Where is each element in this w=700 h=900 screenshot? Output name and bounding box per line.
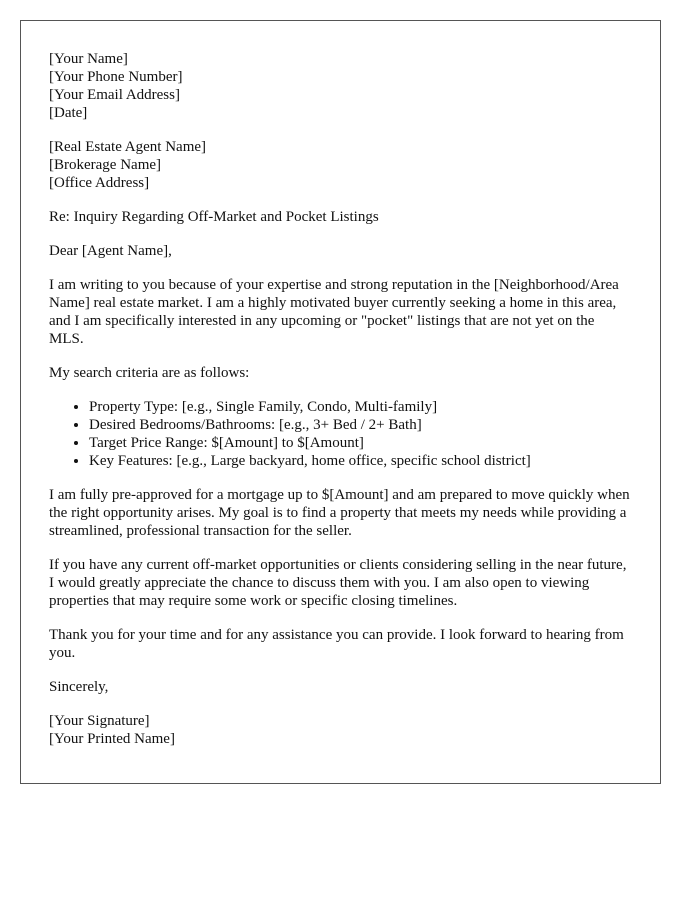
- recipient-address: [Office Address]: [49, 175, 150, 191]
- subject-line: Re: Inquiry Regarding Off-Market and Pocket Listings: [49, 209, 379, 225]
- letter-date: [Date]: [49, 105, 88, 121]
- list-item: • Property Type: [e.g., Single Family, Condo, Multi-family]: [89, 398, 632, 416]
- salutation: Dear [Agent Name],: [49, 243, 172, 259]
- list-item: • Target Price Range: $[Amount] to $[Amount]: [89, 434, 632, 452]
- sender-block: [49, 50, 632, 122]
- sender-phone: [Your Phone Number]: [49, 69, 183, 85]
- letter-page: [20, 20, 661, 784]
- printed-name: [Your Printed Name]: [49, 731, 175, 747]
- list-item: • Desired Bedrooms/Bathrooms: [e.g., 3+ Bed / 2+ Bath]: [89, 416, 632, 434]
- criteria-intro: My search criteria are as follows:: [49, 365, 250, 381]
- thanks-paragraph: Thank you for your time and for any assistance you can provide. I look forward to hearing from you.: [49, 627, 624, 661]
- signature-block: [49, 712, 632, 748]
- sender-email: [Your Email Address]: [49, 87, 180, 103]
- sender-name: [Your Name]: [49, 51, 128, 67]
- criteria-list: [49, 398, 632, 470]
- intro-paragraph: I am writing to you because of your expertise and strong reputation in the [Neighborhood/Area Name] real estate market. I am a highly motivated buyer currently seeking a home in this area, and I am specifically interested in any upcoming or "pocket" listings that are not yet on the MLS.: [49, 277, 619, 347]
- preapproval-paragraph: I am fully pre-approved for a mortgage up to $[Amount] and am prepared to move quickly when the right opportunity arises. My goal is to find a property that meets my needs while providing a streamlined, professional transaction for the seller.: [49, 487, 630, 539]
- recipient-block: [49, 138, 632, 192]
- list-item: • Key Features: [e.g., Large backyard, home office, specific school district]: [89, 452, 632, 470]
- opportunities-paragraph: If you have any current off-market opportunities or clients considering selling in the near future, I would greatly appreciate the chance to discuss them with you. I am also open to viewing properties that may require some work or specific closing timelines.: [49, 557, 627, 609]
- signoff: Sincerely,: [49, 679, 109, 695]
- signature: [Your Signature]: [49, 713, 150, 729]
- recipient-name: [Real Estate Agent Name]: [49, 139, 207, 155]
- recipient-brokerage: [Brokerage Name]: [49, 157, 162, 173]
